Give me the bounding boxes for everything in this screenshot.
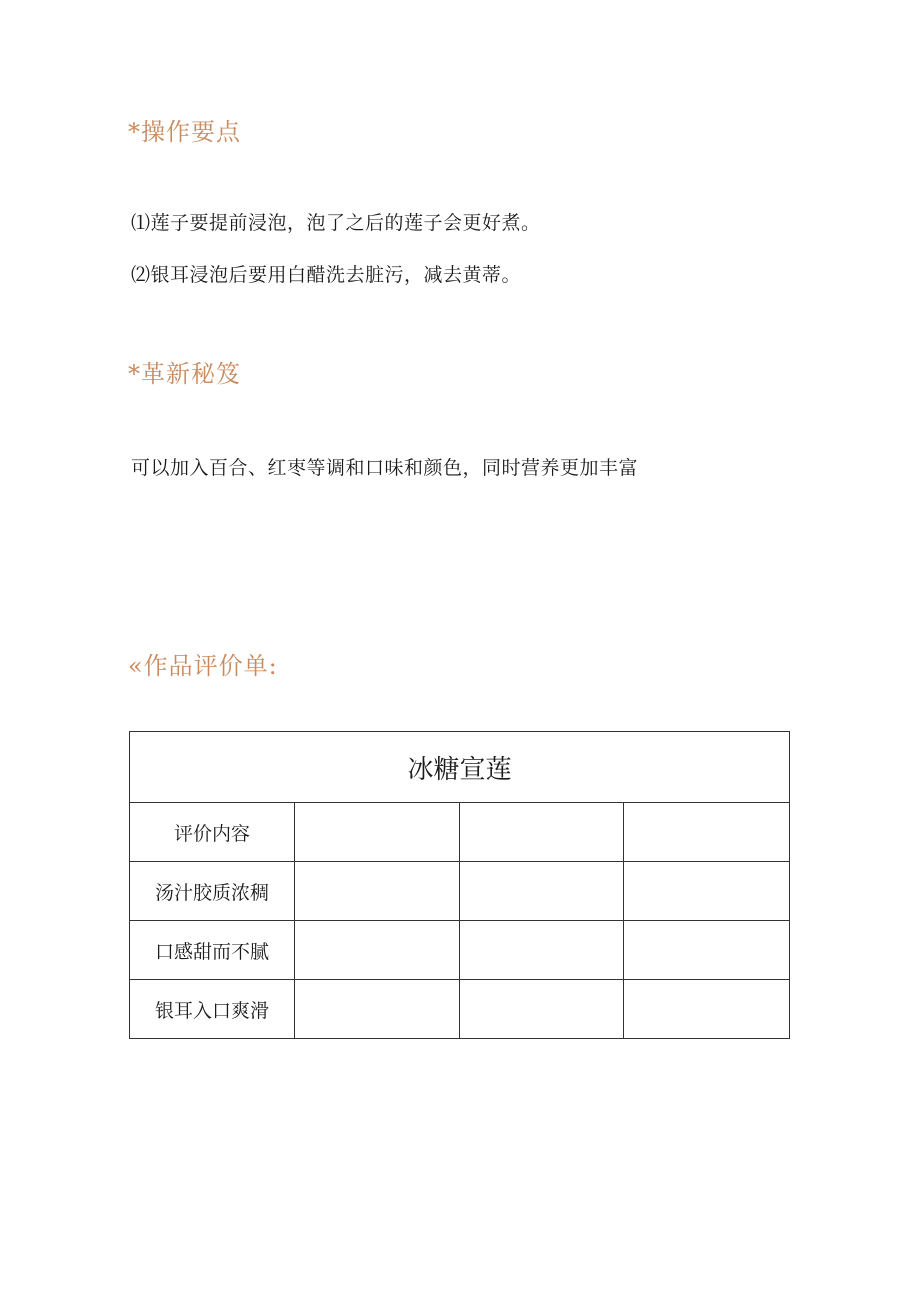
operation-point-1: ⑴莲子要提前浸泡，泡了之后的莲子会更好煮。 <box>131 212 541 234</box>
table-cell <box>624 921 790 980</box>
row-label: 评价内容 <box>130 803 295 862</box>
row-label: 银耳入口爽滑 <box>130 980 295 1039</box>
evaluation-table <box>129 731 790 1039</box>
table-cell <box>295 803 460 862</box>
table-row <box>130 803 790 862</box>
table-cell <box>460 980 624 1039</box>
row-label: 口感甜而不腻 <box>130 921 295 980</box>
table-cell <box>624 803 790 862</box>
operation-point-2: ⑵银耳浸泡后要用白醋洗去脏污，减去黄蒂。 <box>131 264 522 286</box>
evaluation-table-title: 冰糖宣莲 <box>130 732 790 803</box>
table-cell <box>624 862 790 921</box>
table-row <box>130 921 790 980</box>
table-cell <box>295 980 460 1039</box>
table-cell <box>295 862 460 921</box>
operation-points-heading: *操作要点 <box>128 118 241 146</box>
table-cell <box>624 980 790 1039</box>
table-cell <box>460 803 624 862</box>
table-cell <box>460 862 624 921</box>
table-row <box>130 980 790 1039</box>
evaluation-table-title-row <box>130 732 790 803</box>
evaluation-sheet-heading: «作品评价单: <box>128 652 278 680</box>
innovation-tips-heading: *革新秘笈 <box>128 360 241 388</box>
table-cell <box>295 921 460 980</box>
table-cell <box>460 921 624 980</box>
row-label: 汤汁胶质浓稠 <box>130 862 295 921</box>
table-row <box>130 862 790 921</box>
innovation-tips-text: 可以加入百合、红枣等调和口味和颜色，同时营养更加丰富 <box>131 457 639 479</box>
